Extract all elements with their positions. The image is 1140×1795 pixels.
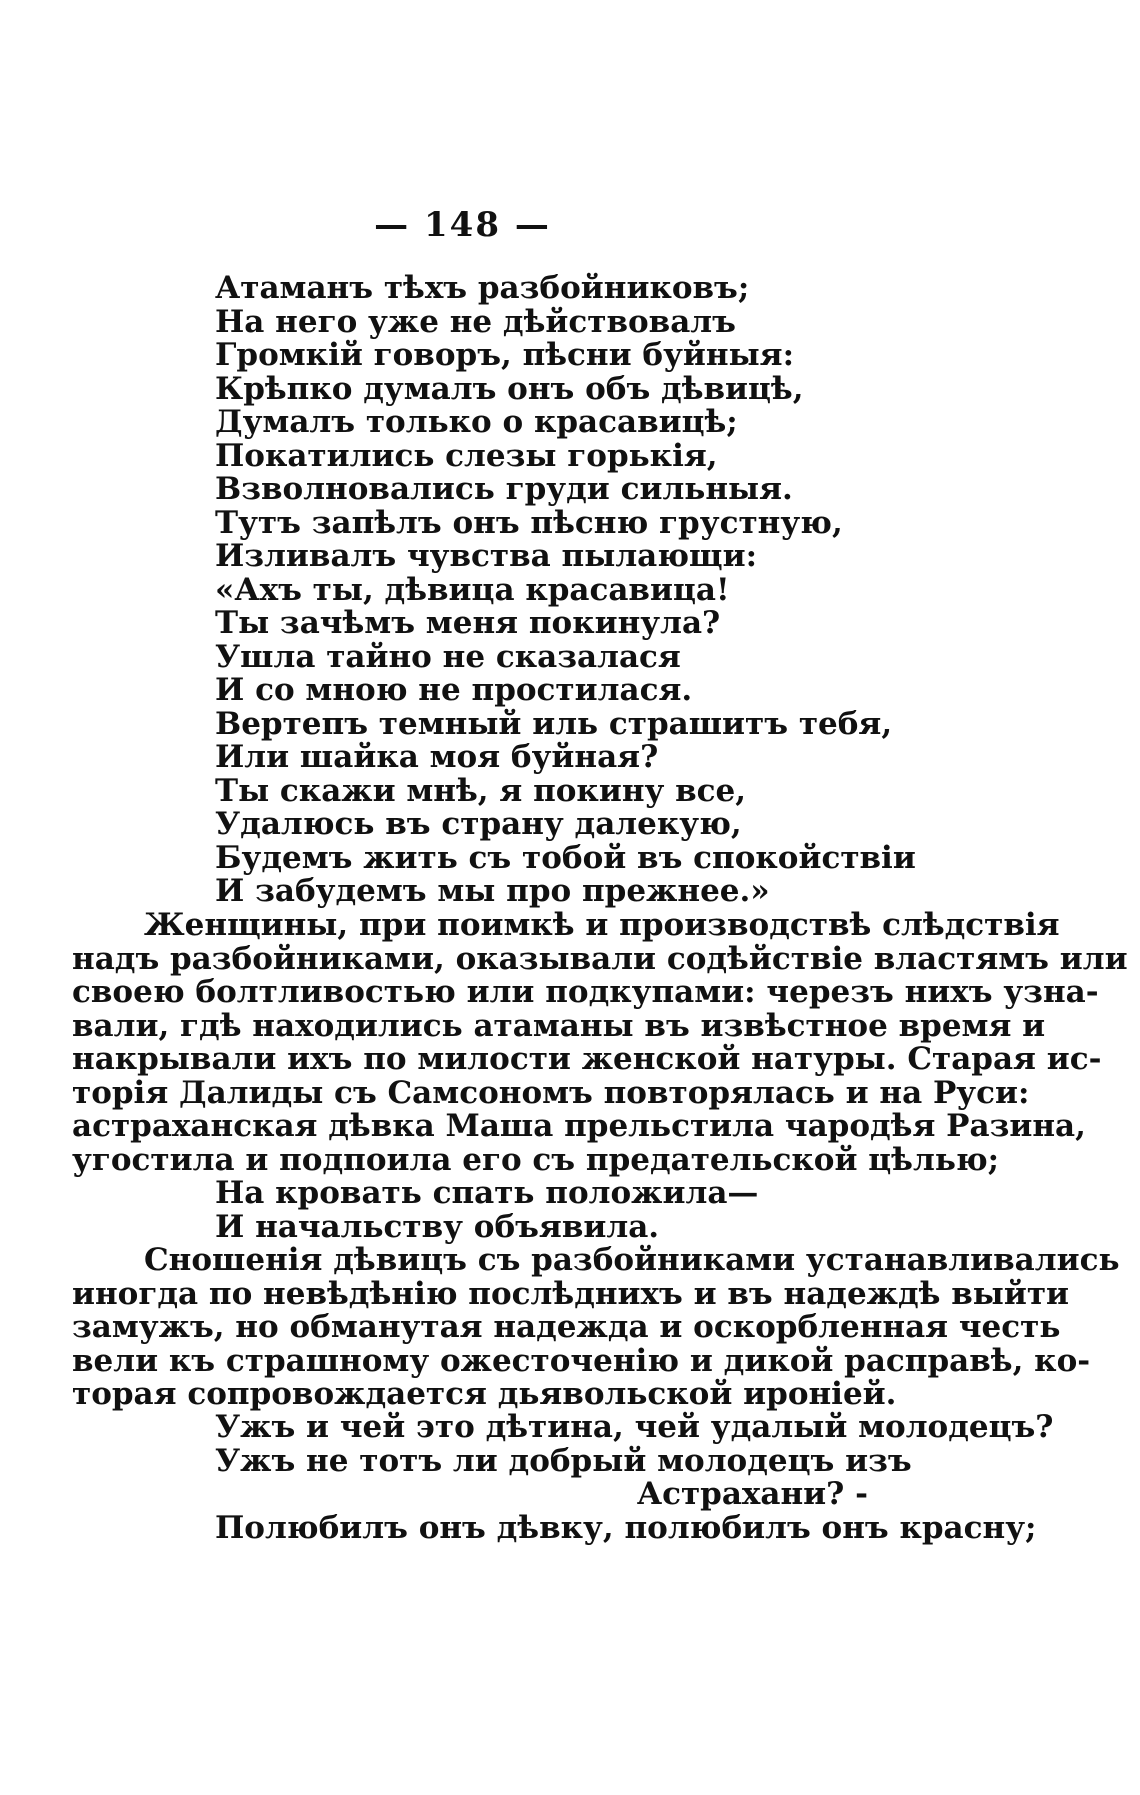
verse-line: Будемъ жить съ тобой въ спокойствіи	[215, 839, 916, 876]
verse-line: Покатились слезы горькія,	[215, 437, 718, 474]
verse-line: Ужъ и чей это дѣтина, чей удалый молодецъ?	[215, 1409, 1054, 1445]
page-number: — 148 —	[374, 205, 551, 245]
verse-line: Ты зачѣмъ меня покинула?	[215, 605, 721, 641]
prose-line: вели къ страшному ожесточенію и дикой расправѣ, ко-	[72, 1342, 1091, 1379]
prose-line: иногда по невѣдѣнію послѣднихъ и въ надеждѣ выйти	[72, 1275, 1070, 1312]
prose-line: угостила и подпоила его съ предательской цѣлью;	[72, 1141, 1000, 1178]
verse-line: «Ахъ ты, дѣвица красавица!	[215, 571, 730, 608]
prose-line: торія Далиды съ Самсономъ повторялась и на Руси:	[72, 1074, 1030, 1111]
prose-line: торая сопровождается дьявольской ироніей.	[72, 1376, 897, 1412]
prose-line: накрывали ихъ по милости женской натуры. Старая ис-	[72, 1041, 1102, 1077]
verse-line: На кровать спать положила—	[215, 1175, 759, 1211]
verse-line: Атаманъ тѣхъ разбойниковъ;	[215, 270, 750, 306]
verse-line: На него уже не дѣйствовалъ	[215, 303, 736, 340]
verse-line: Удалюсь въ страну далекую,	[215, 806, 742, 842]
prose-line: своею болтливостью или подкупами: черезъ нихъ узна-	[72, 974, 1099, 1010]
poem-block-1	[0, 272, 1140, 909]
verse-line: Полюбилъ онъ дѣвку, полюбилъ онъ красну;	[215, 1509, 1037, 1546]
verse-line: Ужъ не тотъ ли добрый молодецъ изъ	[215, 1442, 912, 1479]
verse-line: Громкій говоръ, пѣсни буйныя:	[215, 337, 795, 373]
verse-line-continuation: Астрахани? -	[636, 1476, 868, 1512]
prose-line: замужъ, но обманутая надежда и оскорбленная честь	[72, 1309, 1061, 1345]
verse-line: И со мною не простилася.	[215, 672, 693, 708]
paragraph-2	[0, 1244, 1140, 1412]
verse-line: Взволновались груди сильныя.	[215, 471, 793, 507]
verse-line: И начальству объявила.	[215, 1208, 660, 1245]
prose-line: астраханская дѣвка Маша прельстила чародѣя Разина,	[72, 1108, 1086, 1144]
verse-line: Ушла тайно не сказалася	[215, 638, 681, 675]
prose-line: вали, гдѣ находились атаманы въ извѣстное время и	[72, 1007, 1046, 1044]
verse-line: Изливалъ чувства пылающи:	[215, 538, 758, 574]
verse-line: Или шайка моя буйная?	[215, 739, 659, 775]
verse-line: И забудемъ мы про прежнее.»	[215, 873, 770, 909]
poem-block-2	[0, 1177, 1140, 1244]
verse-line: Думалъ только о красавицѣ;	[215, 404, 738, 440]
paragraph-1	[0, 909, 1140, 1177]
prose-line: надъ разбойниками, оказывали содѣйствіе властямъ или	[72, 940, 1128, 977]
poem-block-3	[0, 1411, 1140, 1545]
verse-line: Крѣпко думалъ онъ объ дѣвицѣ,	[215, 370, 804, 407]
verse-line: Ты скажи мнѣ, я покину все,	[215, 772, 747, 809]
prose-line: Сношенія дѣвицъ съ разбойниками устанавливались	[144, 1242, 1120, 1278]
prose-line: Женщины, при поимкѣ и производствѣ слѣдствія	[144, 907, 1060, 943]
verse-line: Вертепъ темный иль страшитъ тебя,	[215, 705, 893, 742]
verse-line: Тутъ запѣлъ онъ пѣсню грустную,	[215, 504, 843, 541]
